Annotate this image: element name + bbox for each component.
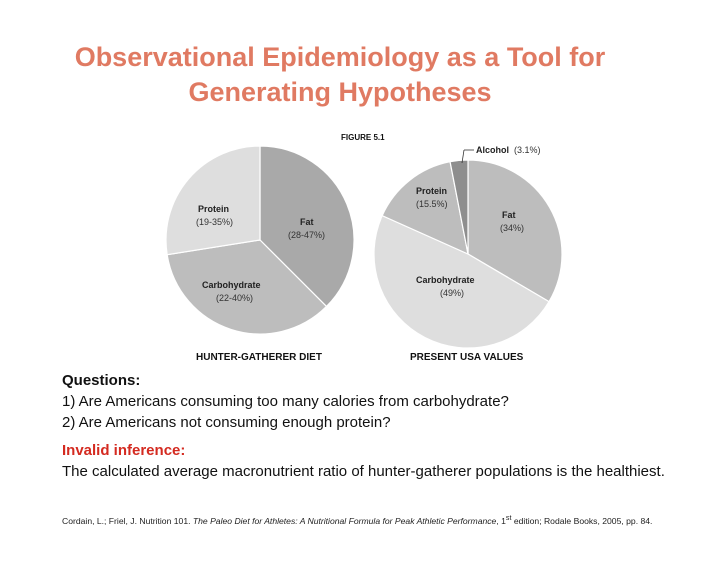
usa-chart-title: PRESENT USA VALUES	[410, 352, 524, 363]
citation	[62, 514, 652, 526]
usa-alcohol-label: Alcohol	[476, 145, 509, 155]
hg-slice-protein	[166, 146, 260, 255]
usa-carb-label: Carbohydrate	[416, 275, 475, 285]
slide-title	[0, 40, 680, 110]
pie-charts	[158, 128, 598, 366]
hg-chart-title: HUNTER-GATHERER DIET	[196, 352, 322, 363]
question-2: 2) Are Americans not consuming enough protein?	[62, 414, 391, 431]
hunter-gatherer-pie	[166, 146, 354, 334]
usa-pie	[374, 160, 562, 348]
hg-carb-label: Carbohydrate	[202, 280, 261, 290]
question-1: 1) Are Americans consuming too many calories from carbohydrate?	[62, 393, 509, 410]
questions-heading: Questions:	[62, 372, 141, 389]
citation-edition: , 1	[496, 515, 506, 526]
citation-book-title: The Paleo Diet for Athletes: A Nutritional Formula for Peak Athletic Performance	[192, 515, 497, 526]
usa-protein-range: (15.5%)	[416, 199, 448, 209]
citation-publisher: edition; Rodale Books, 2005, pp. 84.	[511, 515, 653, 526]
title-line-2: Generating Hypotheses	[188, 77, 492, 107]
figure-label: FIGURE 5.1	[341, 133, 385, 142]
usa-fat-range: (34%)	[500, 223, 525, 233]
usa-alcohol-range: (3.1%)	[514, 145, 541, 155]
usa-fat-label: Fat	[502, 210, 516, 220]
usa-protein-label: Protein	[416, 186, 448, 196]
usa-carb-range: (49%)	[440, 288, 465, 298]
hg-protein-label: Protein	[198, 204, 230, 214]
invalid-inference-heading: Invalid inference:	[62, 442, 186, 459]
invalid-inference-text: The calculated average macronutrient ratio of hunter-gatherer populations is the healthiest.	[62, 463, 665, 480]
citation-edition-sup: st	[505, 514, 512, 522]
hg-protein-range: (19-35%)	[196, 217, 234, 227]
hg-fat-range: (28-47%)	[288, 230, 326, 240]
title-line-1: Observational Epidemiology as a Tool for	[74, 42, 606, 72]
citation-authors: Cordain, L.; Friel, J. Nutrition 101.	[62, 515, 193, 526]
hg-carb-range: (22-40%)	[216, 293, 254, 303]
hg-fat-label: Fat	[300, 217, 314, 227]
figure-5-1	[158, 128, 598, 366]
